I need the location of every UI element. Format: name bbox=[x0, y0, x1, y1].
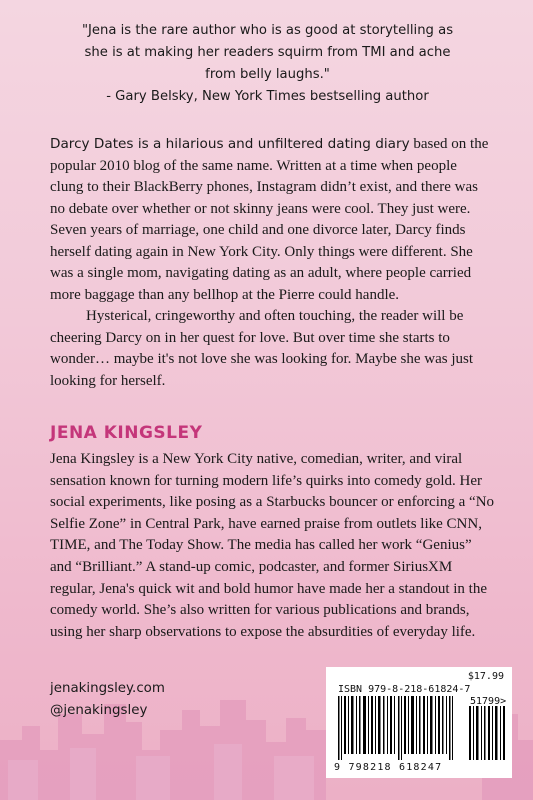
barcode-number: 9 798218 618247 bbox=[334, 762, 443, 773]
price-label: $17.99 bbox=[467, 671, 504, 682]
barcode-addon: 51799> bbox=[470, 696, 507, 707]
social-handle[interactable]: @jenakingsley bbox=[50, 703, 148, 718]
quote-line: she is at making her readers squirm from TMI and ache bbox=[84, 45, 451, 60]
author-bio: Jena Kingsley is a New York City native, comedian, writer, and viral sensation known for turning modern life’s quirks into comedy gold. Her social experiments, like posing as a Starbucks bouncer or enforcing a “No Selfie Zone” in Central Park, have earned praise from outlets like CNN, TIME, and The Today Show. The media has called her work “Genius” and “Brilliant.” A stand-up comic, podcaster, and former SiriusXM regular, Jena's quick wit and bold humor have made her a standout in the comedy world. She’s also written for various publications and brands, using her sharp observations to expose the absurdities of everyday life. bbox=[50, 451, 495, 640]
quote-line: from belly laughs." bbox=[205, 67, 330, 82]
endorsement-quote bbox=[40, 20, 495, 108]
author-heading: JENA KINGSLEY bbox=[50, 423, 203, 443]
blurb-lead: Darcy Dates is a hilarious and unfiltered dating diary bbox=[50, 136, 410, 152]
isbn-barcode bbox=[326, 667, 512, 778]
website-link[interactable]: jenakingsley.com bbox=[50, 681, 165, 696]
blurb-paragraph-text: based on the popular 2010 blog of the same name. Written at a time when people clung to their BlackBerry phones, Instagram didn’t exist, and there was no debate over whether or not skinny jeans were cool. They just were. Seven years of marriage, one child and one divorce later, Darcy finds herself dating again in New York City. Only things were different. She was a single mom, navigating dating as an adult, where people carried more baggage than any bellhop at the Pierre could handle. bbox=[50, 136, 489, 303]
book-blurb bbox=[50, 134, 490, 392]
blurb-paragraph: Hysterical, cringeworthy and often touching, the reader will be cheering Darcy on in her quest for love. But over time she starts to wonder… maybe it's not love she was looking for. Maybe she was just looking for herself. bbox=[50, 308, 474, 389]
quote-line: "Jena is the rare author who is as good at storytelling as bbox=[81, 23, 454, 38]
isbn-label: ISBN 979-8-218-61824-7 bbox=[338, 684, 471, 695]
author-contact bbox=[50, 678, 165, 722]
quote-attribution: - Gary Belsky, New York Times bestselling author bbox=[106, 89, 429, 104]
blurb-paragraph bbox=[50, 134, 490, 306]
